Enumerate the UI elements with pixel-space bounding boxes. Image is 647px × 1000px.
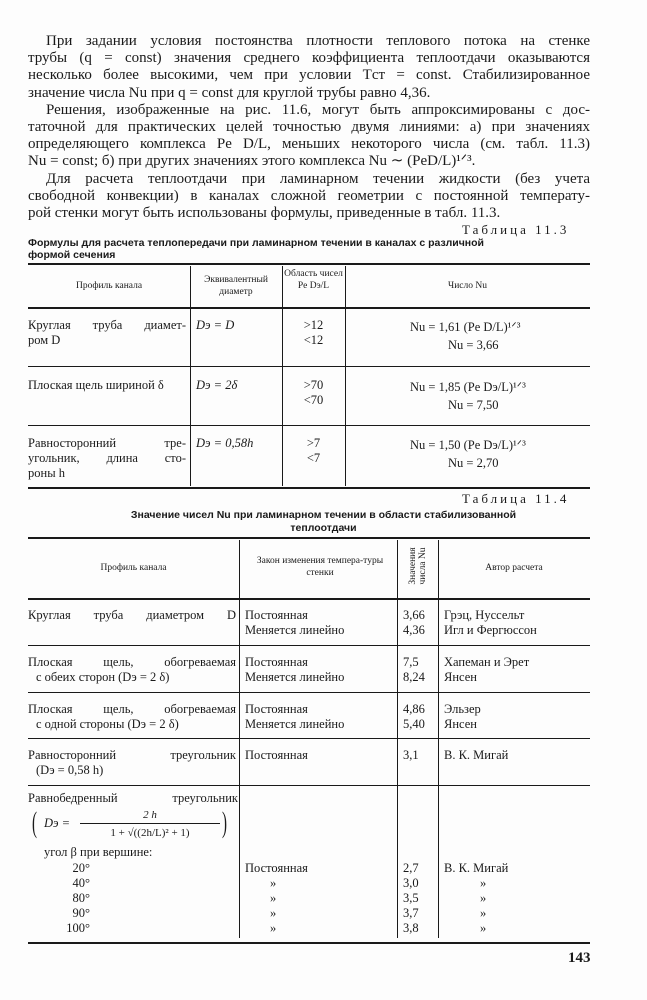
cell-range: <12 [303,333,324,347]
col-header: Автор расчета [485,563,543,573]
paragraph-line: свободной конвекции) в каналах сложной геометрии с постоянной температу- [28,187,590,204]
cell-law: Меняется линейно [245,623,345,637]
cell-law: Постоянная [245,655,308,669]
cell-law: Постоянная [245,702,308,716]
paragraph-line: трубы (q = const) значения среднего коэффициента теплоотдачи оказываются [28,50,590,67]
fraction-bar [80,823,220,824]
cell-profile: Круглая труба диамет- [28,318,186,332]
cell-value: 7,5 [403,655,419,669]
cell-value: 3,7 [403,906,419,920]
cell-diameter: Dэ = 2δ [196,378,238,392]
angle-label: угол β при вершине: [44,845,153,859]
col-header: Эквивалентный диаметр [204,275,268,297]
cell-profile: угольник, длина сто- [28,451,186,465]
cell-author: » [480,876,487,890]
formula-paren-right: ) [222,806,227,839]
cell-range: >12 [303,318,324,332]
table-rule [28,487,590,489]
paragraph-line: При задании условия постоянства плотности теплового потока на стенке [46,33,590,49]
cell-profile: Круглая труба диаметром D [28,608,236,622]
table-rule [28,692,590,693]
cell-angle: 40° [72,876,90,890]
column-rule [345,266,346,486]
cell-nu-value: Nu = 2,70 [448,456,499,470]
paragraph-line: Nu = const; б) при других значениях этого комплекса Nu ∼ (PeD/L)¹ᐟ³. [28,153,476,170]
cell-law: » [270,876,277,890]
cell-angle: 20° [72,861,90,875]
cell-law: Постоянная [245,608,308,622]
col-header: Закон изменения темпера-туры стенки [256,556,384,578]
col-header: Профиль канала [75,281,143,291]
cell-law: » [270,921,277,935]
table-11-4-caption-line: теплоотдачи [290,522,357,534]
cell-range: <70 [303,393,324,407]
cell-value: 3,8 [403,921,419,935]
cell-author: В. К. Мигай [444,748,509,762]
col-header: Значения числа Nu [408,547,428,585]
paragraph-line: таточной для практических целей точностью двумя линиями: а) при значениях [28,119,590,135]
table-11-4-label: Таблица 11.4 [462,491,570,506]
cell-value: 4,36 [403,623,425,637]
cell-profile: роны h [28,466,65,480]
cell-profile: (Dэ = 0,58 h) [36,763,104,777]
cell-author: Хапеман и Эрет [444,655,530,669]
cell-range: >7 [306,436,321,450]
formula-lhs: Dэ = [44,816,71,830]
paragraph-line: значение числа Nu при q = const для круглой трубы равно 4,36. [28,84,431,101]
cell-diameter: Dэ = 0,58h [196,436,254,450]
col-header: Число Nu [448,281,487,291]
formula-numerator: 2 h [143,809,157,821]
cell-profile: с одной стороны (Dэ = 2 δ) [36,717,179,731]
cell-value: 3,0 [403,876,419,890]
cell-value: 2,7 [403,861,419,875]
paragraph-line: рой стенки могут быть использованы формулы, приведенные в табл. 11.3. [28,205,501,221]
table-rule [28,366,590,367]
cell-law: » [270,891,277,905]
cell-nu-formula: Nu = 1,50 (Pe Dэ/L)¹ᐟ³ [410,438,526,452]
cell-author: Янсен [444,670,477,684]
cell-value: 5,40 [403,717,425,731]
cell-author: Игл и Фергюссон [444,623,537,637]
cell-author: » [480,906,487,920]
cell-value: 3,5 [403,891,419,905]
cell-profile: Плоская щель, обогреваемая [28,655,236,669]
cell-angle: 80° [72,891,90,905]
paragraph-line: определяющего комплекса Pe D/L, меньших некоторого числа (см. табл. 11.3) [28,136,590,153]
cell-value: 3,66 [403,608,425,622]
cell-nu-value: Nu = 7,50 [448,398,499,412]
cell-author: » [480,891,487,905]
col-header: Профиль канала [100,563,167,573]
table-rule [28,307,590,309]
table-rule [28,942,590,944]
cell-profile: ром D [28,333,61,347]
column-rule [438,540,439,938]
cell-profile: с обеих сторон (Dэ = 2 δ) [36,670,170,684]
table-rule [28,785,590,786]
cell-law: Меняется линейно [245,670,345,684]
column-rule [190,266,191,486]
paragraph-line: несколько более высокими, чем при условии Tст = const. Стабилизированное [28,67,590,84]
cell-nu-formula: Nu = 1,85 (Pe Dэ/L)¹ᐟ³ [410,380,526,394]
formula-denominator: 1 + √((2h/L)² + 1) [110,827,190,839]
cell-law: Меняется линейно [245,717,345,731]
cell-nu-value: Nu = 3,66 [448,338,499,352]
cell-profile: Равносторонний треугольник [28,748,236,762]
cell-author: » [480,921,487,935]
cell-profile: Плоская щель, обогреваемая [28,702,236,716]
cell-author: Янсен [444,717,477,731]
cell-value: 3,1 [403,748,419,762]
table-11-3-label: Таблица 11.3 [462,222,570,237]
table-11-4-caption-line: Значение чисел Nu при ламинарном течении в области стабилизованной [130,509,517,521]
paragraph-line: Для расчета теплоотдачи при ламинарном течении жидкости (без учета [46,170,590,187]
table-rule [28,645,590,646]
cell-author: Эльзер [444,702,481,716]
table-11-3-caption-line: формой сечения [28,249,116,261]
column-rule [239,540,240,938]
column-rule [397,540,398,938]
cell-profile: Плоская щель шириной δ [28,378,164,392]
formula-paren-left: ( [32,806,37,839]
cell-author: Грэц, Нуссельт [444,608,525,622]
cell-range: <7 [306,451,321,465]
page-number: 143 [568,950,591,966]
cell-law: Постоянная [245,861,308,875]
table-rule [28,738,590,739]
cell-angle: 90° [72,906,90,920]
cell-diameter: Dэ = D [196,318,235,332]
cell-profile: Равносторонний тре- [28,436,186,450]
cell-value: 8,24 [403,670,425,684]
cell-nu-formula: Nu = 1,61 (Pe D/L)¹ᐟ³ [410,320,521,334]
cell-angle: 100° [66,921,90,935]
paragraph-line: Решения, изображенные на рис. 11.6, могут быть аппроксимированы с дос- [46,101,590,118]
table-rule [28,425,590,426]
cell-law: » [270,906,277,920]
table-rule [28,263,590,265]
table-rule [28,598,590,600]
cell-author: В. К. Мигай [444,861,509,875]
cell-profile: Равнобедренный треугольник [28,791,238,805]
col-header: Область чисел Pe Dэ/L [284,269,343,291]
cell-value: 4,86 [403,702,425,716]
table-11-3-caption-line: Формулы для расчета теплопередачи при ламинарном течении в каналах с различной [28,237,484,249]
table-rule [28,537,590,539]
cell-law: Постоянная [245,748,308,762]
cell-range: >70 [303,378,324,392]
